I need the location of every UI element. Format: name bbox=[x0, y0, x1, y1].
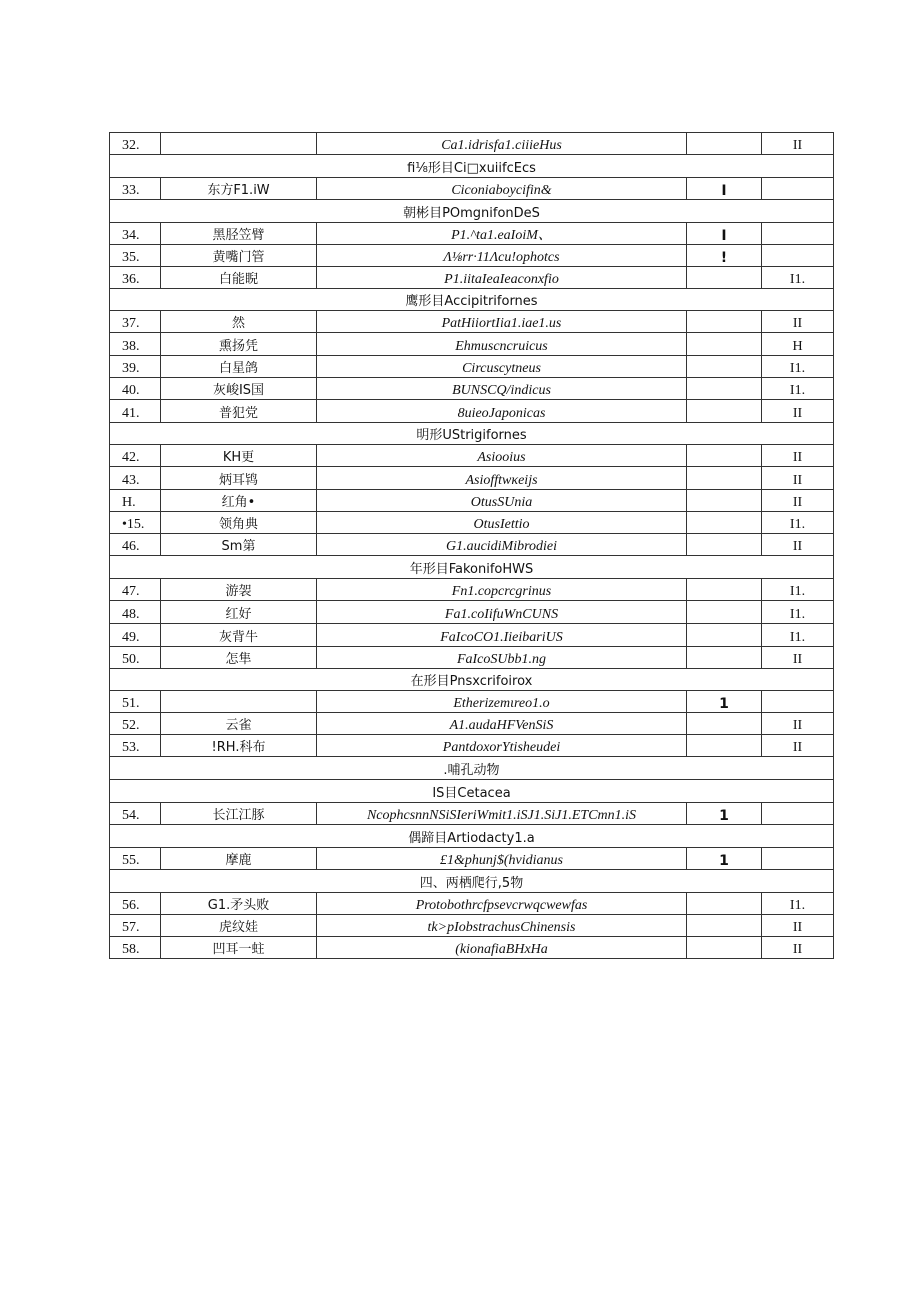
protection-level-2: II bbox=[762, 400, 834, 423]
chinese-name: 炳耳鸨 bbox=[161, 467, 317, 490]
section-header-row bbox=[110, 556, 834, 579]
chinese-name: 然 bbox=[161, 311, 317, 333]
section-header: 明形UStrigifornes bbox=[110, 423, 834, 445]
protection-level-1: 1 bbox=[687, 691, 762, 713]
protection-level-1 bbox=[687, 601, 762, 624]
scientific-name: Circuscytneus bbox=[317, 356, 687, 378]
protection-level-2: I1. bbox=[762, 579, 834, 601]
section-header: IS目Cetacea bbox=[110, 780, 834, 803]
species-row bbox=[110, 311, 834, 333]
chinese-name: 灰背牛 bbox=[161, 624, 317, 647]
protection-level-2: II bbox=[762, 915, 834, 937]
scientific-name: Ciconiaboycifin& bbox=[317, 178, 687, 200]
chinese-name: KH更 bbox=[161, 445, 317, 467]
protection-level-2: II bbox=[762, 490, 834, 512]
species-row bbox=[110, 735, 834, 757]
protection-level-1 bbox=[687, 267, 762, 289]
scientific-name: PantdoxorYtisheudei bbox=[317, 735, 687, 757]
protection-level-1 bbox=[687, 356, 762, 378]
species-row bbox=[110, 356, 834, 378]
species-row bbox=[110, 713, 834, 735]
chinese-name: 黑胫笠臂 bbox=[161, 223, 317, 245]
row-number: 58. bbox=[110, 937, 161, 959]
chinese-name: 普犯党 bbox=[161, 400, 317, 423]
protection-level-1: I bbox=[687, 223, 762, 245]
row-number: 39. bbox=[110, 356, 161, 378]
row-number: 49. bbox=[110, 624, 161, 647]
chinese-name: !RH.科布 bbox=[161, 735, 317, 757]
species-row bbox=[110, 178, 834, 200]
chinese-name: 白能睨 bbox=[161, 267, 317, 289]
row-number: 55. bbox=[110, 848, 161, 870]
protection-level-1: I bbox=[687, 178, 762, 200]
protection-level-1 bbox=[687, 937, 762, 959]
protection-level-1 bbox=[687, 512, 762, 534]
protection-level-1: 1 bbox=[687, 848, 762, 870]
scientific-name: 8uieoJaponicas bbox=[317, 400, 687, 423]
row-number: 51. bbox=[110, 691, 161, 713]
species-row bbox=[110, 803, 834, 825]
protection-level-2 bbox=[762, 691, 834, 713]
chinese-name: 红好 bbox=[161, 601, 317, 624]
section-header-row bbox=[110, 423, 834, 445]
species-row bbox=[110, 937, 834, 959]
protection-level-1: 1 bbox=[687, 803, 762, 825]
row-number: 52. bbox=[110, 713, 161, 735]
protection-level-2: II bbox=[762, 534, 834, 556]
chinese-name: 摩鹿 bbox=[161, 848, 317, 870]
scientific-name: BUNSCQ/indicus bbox=[317, 378, 687, 400]
protection-level-1 bbox=[687, 400, 762, 423]
section-header-row bbox=[110, 155, 834, 178]
species-row bbox=[110, 624, 834, 647]
species-row bbox=[110, 245, 834, 267]
protection-level-1 bbox=[687, 893, 762, 915]
scientific-name: Λ⅛rr·11Λcu!ophotcs bbox=[317, 245, 687, 267]
row-number: 37. bbox=[110, 311, 161, 333]
row-number: 48. bbox=[110, 601, 161, 624]
species-row bbox=[110, 534, 834, 556]
protection-level-2 bbox=[762, 223, 834, 245]
row-number: 35. bbox=[110, 245, 161, 267]
protection-level-2 bbox=[762, 178, 834, 200]
protection-level-2: II bbox=[762, 445, 834, 467]
scientific-name: FaIcoCO1.IieibariUS bbox=[317, 624, 687, 647]
protection-level-2 bbox=[762, 848, 834, 870]
species-table bbox=[109, 132, 834, 959]
chinese-name: 长江江豚 bbox=[161, 803, 317, 825]
scientific-name: (kionafiaBHxHa bbox=[317, 937, 687, 959]
protection-level-1 bbox=[687, 467, 762, 490]
row-number: 40. bbox=[110, 378, 161, 400]
protection-level-1 bbox=[687, 333, 762, 356]
protection-level-1 bbox=[687, 378, 762, 400]
chinese-name: 黄嘴门管 bbox=[161, 245, 317, 267]
section-header: fi⅛形目Ci□xuiifcEcs bbox=[110, 155, 834, 178]
species-row bbox=[110, 691, 834, 713]
scientific-name: P1.^ta1.eaIoiM、 bbox=[317, 223, 687, 245]
protection-level-1 bbox=[687, 915, 762, 937]
scientific-name: tk>pIobstrachusChinensis bbox=[317, 915, 687, 937]
row-number: 42. bbox=[110, 445, 161, 467]
section-header-row bbox=[110, 200, 834, 223]
row-number: 56. bbox=[110, 893, 161, 915]
row-number: 33. bbox=[110, 178, 161, 200]
protection-level-2: II bbox=[762, 713, 834, 735]
chinese-name: 东方F1.iW bbox=[161, 178, 317, 200]
species-row bbox=[110, 893, 834, 915]
scientific-name: OtusSUnia bbox=[317, 490, 687, 512]
section-header-row bbox=[110, 780, 834, 803]
protection-level-2: II bbox=[762, 133, 834, 155]
chinese-name: 游袈 bbox=[161, 579, 317, 601]
row-number: 41. bbox=[110, 400, 161, 423]
species-row bbox=[110, 267, 834, 289]
row-number: 47. bbox=[110, 579, 161, 601]
section-header-row bbox=[110, 757, 834, 780]
protection-level-1 bbox=[687, 311, 762, 333]
species-row bbox=[110, 223, 834, 245]
section-header: 四、两栖爬行,5物 bbox=[110, 870, 834, 893]
section-header: 年形目FakonifoHWS bbox=[110, 556, 834, 579]
protection-level-1 bbox=[687, 534, 762, 556]
species-table-body bbox=[110, 133, 834, 959]
section-header-row bbox=[110, 669, 834, 691]
scientific-name: G1.aucidiMibrodiei bbox=[317, 534, 687, 556]
section-header-row bbox=[110, 870, 834, 893]
scientific-name: Ca1.idrisfa1.ciiieHus bbox=[317, 133, 687, 155]
protection-level-2: I1. bbox=[762, 267, 834, 289]
protection-level-2 bbox=[762, 803, 834, 825]
section-header-row bbox=[110, 825, 834, 848]
scientific-name: Ehmuscncruicus bbox=[317, 333, 687, 356]
scientific-name: P1.iitaIeaIeaconxfio bbox=[317, 267, 687, 289]
chinese-name: 凹耳一蛀 bbox=[161, 937, 317, 959]
row-number: •15. bbox=[110, 512, 161, 534]
species-row bbox=[110, 647, 834, 669]
chinese-name: 怎隼 bbox=[161, 647, 317, 669]
protection-level-2: II bbox=[762, 735, 834, 757]
protection-level-2: I1. bbox=[762, 378, 834, 400]
scientific-name: Fa1.coIifuWnCUNS bbox=[317, 601, 687, 624]
chinese-name: 红角• bbox=[161, 490, 317, 512]
protection-level-2: I1. bbox=[762, 356, 834, 378]
species-row bbox=[110, 601, 834, 624]
chinese-name: 灰峻IS国 bbox=[161, 378, 317, 400]
protection-level-2: I1. bbox=[762, 512, 834, 534]
chinese-name: 白星鸽 bbox=[161, 356, 317, 378]
species-row bbox=[110, 579, 834, 601]
protection-level-1 bbox=[687, 445, 762, 467]
scientific-name: Etherizemιreo1.o bbox=[317, 691, 687, 713]
chinese-name: 虎纹娃 bbox=[161, 915, 317, 937]
species-row bbox=[110, 133, 834, 155]
scientific-name: Asiofftwκeijs bbox=[317, 467, 687, 490]
protection-level-2: II bbox=[762, 647, 834, 669]
scientific-name: PatHiiortIia1.iae1.us bbox=[317, 311, 687, 333]
row-number: 53. bbox=[110, 735, 161, 757]
protection-level-1 bbox=[687, 579, 762, 601]
row-number: 32. bbox=[110, 133, 161, 155]
chinese-name: 领角典 bbox=[161, 512, 317, 534]
protection-level-2 bbox=[762, 245, 834, 267]
protection-level-2: II bbox=[762, 467, 834, 490]
protection-level-1 bbox=[687, 624, 762, 647]
row-number: 50. bbox=[110, 647, 161, 669]
chinese-name bbox=[161, 133, 317, 155]
chinese-name: 云雀 bbox=[161, 713, 317, 735]
row-number: 36. bbox=[110, 267, 161, 289]
scientific-name: FaIcoSUbb1.ng bbox=[317, 647, 687, 669]
protection-level-1 bbox=[687, 647, 762, 669]
section-header-row bbox=[110, 289, 834, 311]
section-header: 偶蹄目Artiodacty1.a bbox=[110, 825, 834, 848]
row-number: 54. bbox=[110, 803, 161, 825]
protection-level-1: ! bbox=[687, 245, 762, 267]
chinese-name: Sm第 bbox=[161, 534, 317, 556]
species-row bbox=[110, 848, 834, 870]
scientific-name: Asiooius bbox=[317, 445, 687, 467]
species-row bbox=[110, 467, 834, 490]
protection-level-2: II bbox=[762, 937, 834, 959]
row-number: 43. bbox=[110, 467, 161, 490]
scientific-name: OtusIettio bbox=[317, 512, 687, 534]
scientific-name: A1.audaHFVenSiS bbox=[317, 713, 687, 735]
species-row bbox=[110, 490, 834, 512]
protection-level-1 bbox=[687, 490, 762, 512]
scientific-name: £1&phunj$(hvidianus bbox=[317, 848, 687, 870]
species-row bbox=[110, 400, 834, 423]
scientific-name: NcophcsnnNSiSIeriWmit1.iSJ1.SiJ1.ETCmn1.iS bbox=[317, 803, 687, 825]
chinese-name: G1.矛头败 bbox=[161, 893, 317, 915]
species-row bbox=[110, 378, 834, 400]
chinese-name: 熏扬凭 bbox=[161, 333, 317, 356]
protection-level-2: I1. bbox=[762, 601, 834, 624]
protection-level-2: II bbox=[762, 311, 834, 333]
species-row bbox=[110, 445, 834, 467]
protection-level-2: I1. bbox=[762, 624, 834, 647]
row-number: 46. bbox=[110, 534, 161, 556]
row-number: H. bbox=[110, 490, 161, 512]
scientific-name: Fn1.copcrcgrinus bbox=[317, 579, 687, 601]
scientific-name: Protobothrcfpsevcrwqcwewfas bbox=[317, 893, 687, 915]
protection-level-2: I1. bbox=[762, 893, 834, 915]
protection-level-1 bbox=[687, 713, 762, 735]
species-row bbox=[110, 512, 834, 534]
section-header: 朝彬目POmgnifonDeS bbox=[110, 200, 834, 223]
row-number: 57. bbox=[110, 915, 161, 937]
section-header: 鹰形目Accipitrifornes bbox=[110, 289, 834, 311]
protection-level-1 bbox=[687, 133, 762, 155]
protection-level-2: H bbox=[762, 333, 834, 356]
row-number: 34. bbox=[110, 223, 161, 245]
section-header: 在形目Pnsxcrifoirox bbox=[110, 669, 834, 691]
row-number: 38. bbox=[110, 333, 161, 356]
protection-level-1 bbox=[687, 735, 762, 757]
chinese-name bbox=[161, 691, 317, 713]
species-row bbox=[110, 915, 834, 937]
species-row bbox=[110, 333, 834, 356]
section-header: .哺孔动物 bbox=[110, 757, 834, 780]
